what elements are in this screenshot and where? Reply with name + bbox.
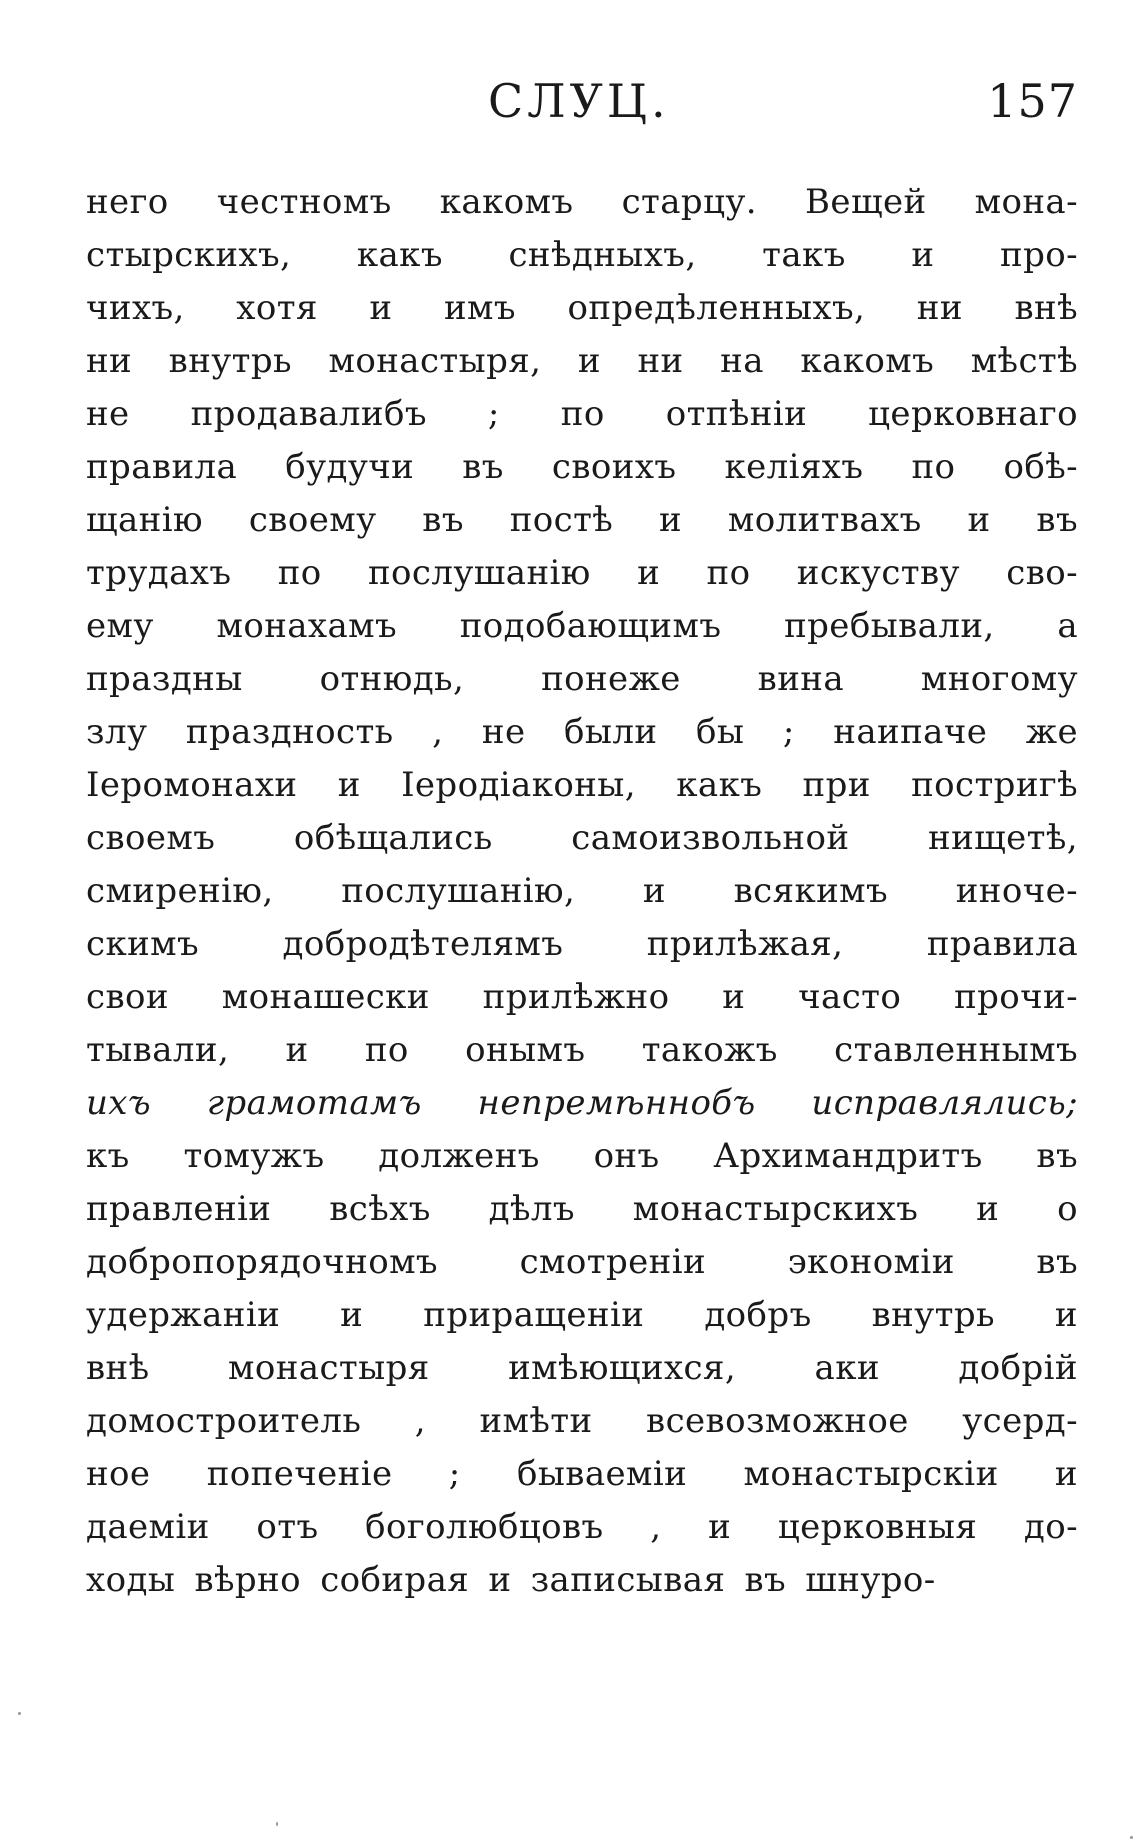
print-speck [18, 1712, 21, 1715]
print-speck [276, 1822, 278, 1826]
running-head-title: СЛУЦ. [488, 74, 670, 128]
text-line: тывали, и по онымъ такожъ ставленнымъ [86, 1030, 1078, 1070]
text-line: трудахъ по послушанію и по искуству сво- [86, 553, 1078, 593]
text-line-italic: ихъ грамотамъ непремѣннобъ исправлялись; [86, 1083, 1078, 1123]
text-line: ходы вѣрно собирая и записывая въ шнуро- [86, 1560, 936, 1600]
running-head [0, 74, 1140, 144]
text-line: щанію своему въ постѣ и молитвахъ и въ [86, 500, 1078, 540]
text-line: домостроитель , имѣти всевозможное усерд- [86, 1401, 1078, 1441]
text-line: злу праздность , не были бы ; наипаче же [86, 712, 1078, 752]
text-line: своемъ обѣщались самоизвольной нищетѣ, [86, 818, 1078, 858]
text-line: къ томужъ долженъ онъ Архимандритъ въ [86, 1136, 1078, 1176]
text-line: скимъ добродѣтелямъ прилѣжая, правила [86, 924, 1078, 964]
text-line: ное попеченіе ; бываеміи монастырскіи и [86, 1454, 1078, 1494]
text-line: чихъ, хотя и имъ опредѣленныхъ, ни внѣ [86, 288, 1078, 328]
text-line: удержаніи и приращеніи добръ внутрь и [86, 1295, 1078, 1335]
text-line: добропорядочномъ смотреніи экономіи въ [86, 1242, 1078, 1282]
text-line: стырскихъ, какъ снѣдныхъ, такъ и про- [86, 235, 1078, 275]
text-line: даеміи отъ боголюбцовъ , и церковныя до- [86, 1507, 1078, 1547]
text-line: праздны отнюдь, понеже вина многому [86, 659, 1078, 699]
text-line: смиренію, послушанію, и всякимъ иноче- [86, 871, 1078, 911]
text-line: ни внутрь монастыря, и ни на какомъ мѣстѣ [86, 341, 1078, 381]
text-line: него честномъ какомъ старцу. Вещей мона- [86, 182, 1078, 222]
text-line: ему монахамъ подобающимъ пребывали, а [86, 606, 1078, 646]
text-line: не продавалибъ ; по отпѣніи церковнаго [86, 394, 1078, 434]
print-speck [1130, 1836, 1133, 1839]
body-text [86, 176, 1078, 1607]
text-line: свои монашески прилѣжно и часто прочи- [86, 977, 1078, 1017]
text-line: правленіи всѣхъ дѣлъ монастырскихъ и о [86, 1189, 1078, 1229]
text-line: правила будучи въ своихъ келіяхъ по обѣ- [86, 447, 1078, 487]
page-number: 157 [987, 74, 1078, 128]
text-line: внѣ монастыря имѣющихся, аки добрій [86, 1348, 1078, 1388]
text-line: Іеромонахи и Іеродіаконы, какъ при постригѣ [86, 765, 1078, 805]
